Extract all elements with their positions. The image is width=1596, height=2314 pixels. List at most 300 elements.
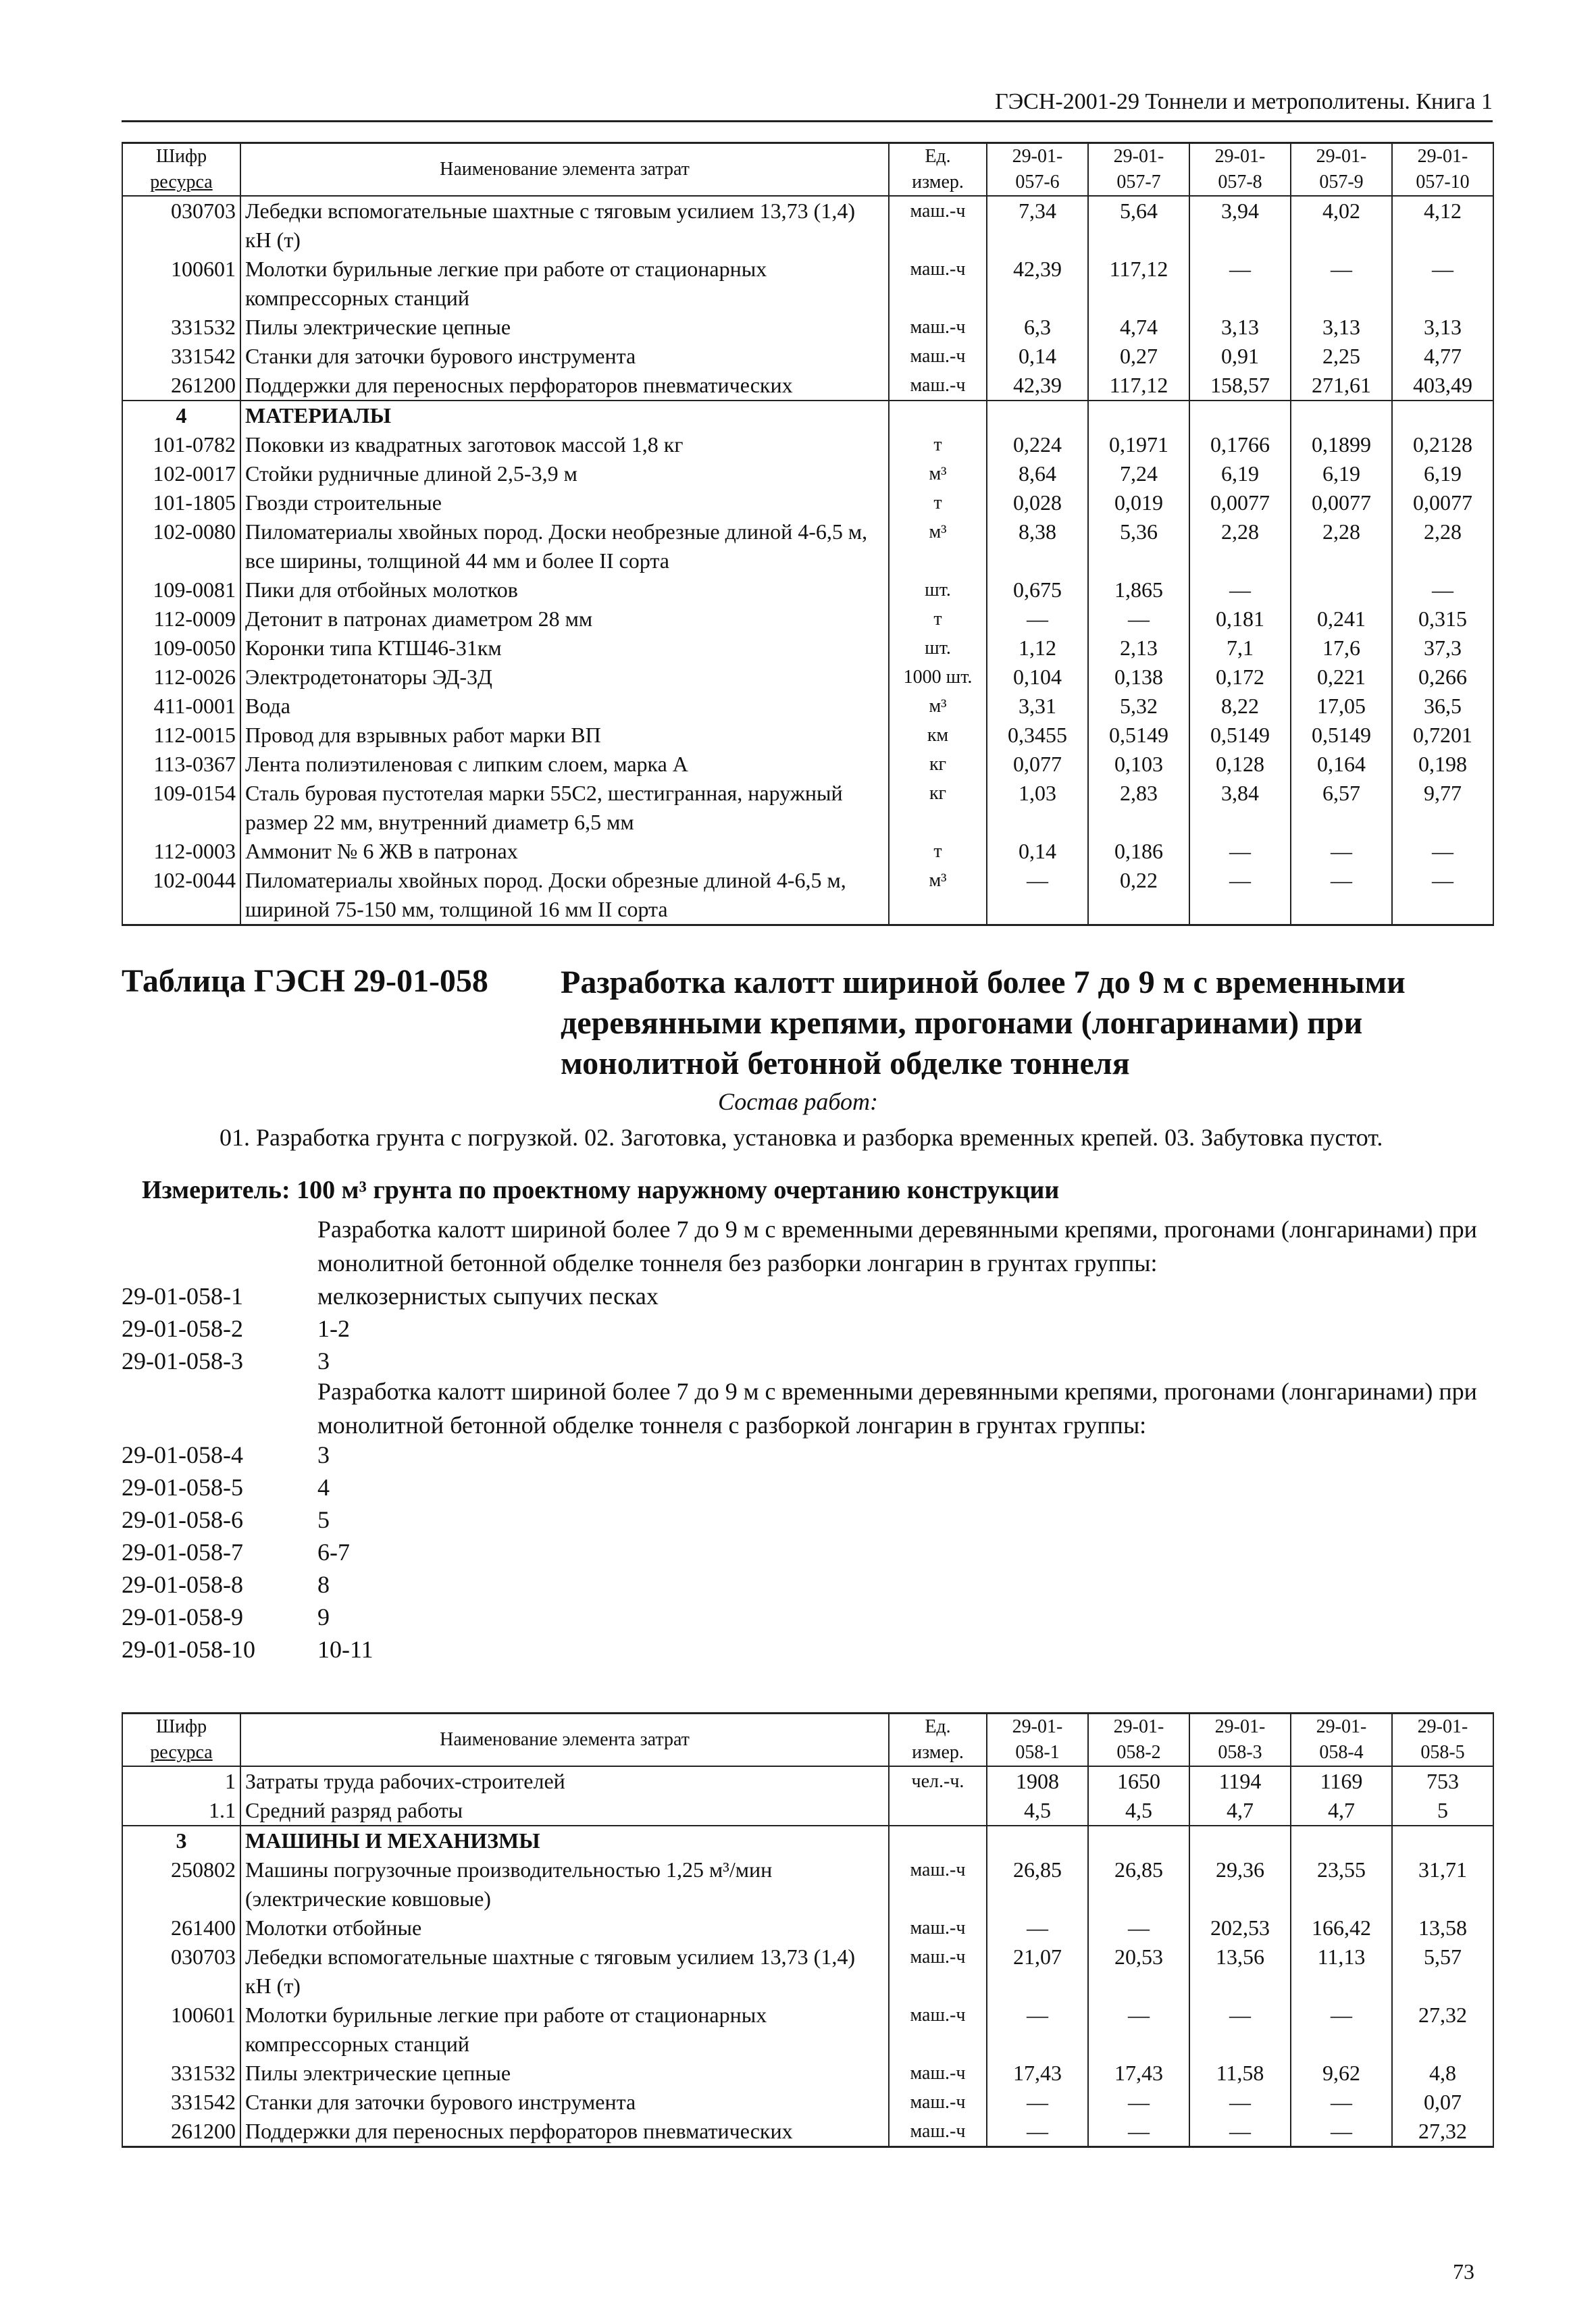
group1-code-list — [122, 1280, 659, 1377]
value-cell: 27,32 — [1392, 2001, 1493, 2059]
value-cell: 21,07 — [987, 1943, 1088, 2001]
value-cell: 5,64 — [1088, 196, 1189, 255]
norm-code: 29-01-058-6 — [122, 1506, 243, 1533]
value-cell: 42,39 — [987, 371, 1088, 401]
value-cell: 27,32 — [1392, 2117, 1493, 2147]
norm-code-row — [122, 1633, 374, 1666]
value-cell: 2,83 — [1088, 779, 1189, 837]
section-row — [122, 1826, 1493, 1855]
empty-cell — [1392, 401, 1493, 430]
table-row — [122, 255, 1493, 313]
resource-code: 331542 — [122, 2088, 240, 2117]
resource-name: Молотки бурильные легкие при работе от стационарных компрессорных станций — [240, 2001, 889, 2059]
norm-code-row — [122, 1439, 374, 1471]
column-header-code: Шифр ресурса — [122, 143, 240, 197]
value-cell: 0,104 — [987, 663, 1088, 692]
group2-code-list — [122, 1439, 374, 1666]
table-row — [122, 1855, 1493, 1913]
value-cell: 0,5149 — [1088, 721, 1189, 750]
value-cell: 11,13 — [1291, 1943, 1392, 2001]
table-row — [122, 1796, 1493, 1826]
table-row — [122, 663, 1493, 692]
unit-cell: маш.-ч — [889, 196, 987, 255]
unit-cell: чел.-ч. — [889, 1766, 987, 1796]
resource-code: 100601 — [122, 2001, 240, 2059]
value-cell: 4,02 — [1291, 196, 1392, 255]
resource-code: 1.1 — [122, 1796, 240, 1826]
section-title: МАТЕРИАЛЫ — [240, 401, 889, 430]
value-cell: 0,181 — [1189, 605, 1291, 634]
unit-cell: м³ — [889, 459, 987, 488]
value-cell: 11,58 — [1189, 2059, 1291, 2088]
value-cell: 0,221 — [1291, 663, 1392, 692]
value-cell: 3,13 — [1392, 313, 1493, 342]
resource-name: Поковки из квадратных заготовок массой 1,8 кг — [240, 430, 889, 459]
resource-name: Стойки рудничные длиной 2,5-3,9 м — [240, 459, 889, 488]
norm-code: 29-01-058-5 — [122, 1474, 243, 1501]
table-row — [122, 1913, 1493, 1943]
resource-name: Детонит в патронах диаметром 28 мм — [240, 605, 889, 634]
resource-name: Поддержки для переносных перфораторов пневматических — [240, 2117, 889, 2147]
norm-code: 29-01-058-4 — [122, 1441, 243, 1468]
resource-name: Лебедки вспомогательные шахтные с тяговым усилием 13,73 (1,4) кН (т) — [240, 1943, 889, 2001]
value-cell: 117,12 — [1088, 371, 1189, 401]
column-header-norm: 29-01- 058-1 — [987, 1714, 1088, 1767]
value-cell: 17,6 — [1291, 634, 1392, 663]
value-cell: — — [1291, 2088, 1392, 2117]
norm-label: 9 — [317, 1603, 330, 1630]
value-cell: 0,14 — [987, 342, 1088, 371]
resource-code: 112-0015 — [122, 721, 240, 750]
table-row — [122, 2117, 1493, 2147]
value-cell: 0,07 — [1392, 2088, 1493, 2117]
column-header-unit: Ед. измер. — [889, 143, 987, 197]
norm-code: 29-01-058-1 — [122, 1283, 243, 1310]
norm-label: 8 — [317, 1571, 330, 1598]
table-row — [122, 721, 1493, 750]
value-cell: 2,28 — [1189, 517, 1291, 575]
value-cell: 4,5 — [1088, 1796, 1189, 1826]
composition-caption: Состав работ: — [718, 1088, 878, 1115]
value-cell: 0,5149 — [1291, 721, 1392, 750]
value-cell: — — [1392, 866, 1493, 925]
value-cell: 7,34 — [987, 196, 1088, 255]
unit-cell: маш.-ч — [889, 2059, 987, 2088]
section-title: МАШИНЫ И МЕХАНИЗМЫ — [240, 1826, 889, 1855]
value-cell: 36,5 — [1392, 692, 1493, 721]
table-row — [122, 313, 1493, 342]
column-header-name: Наименование элемента затрат — [240, 143, 889, 197]
resource-name: Провод для взрывных работ марки ВП — [240, 721, 889, 750]
value-cell: — — [1189, 2001, 1291, 2059]
table-row — [122, 342, 1493, 371]
value-cell: 1908 — [987, 1766, 1088, 1796]
value-cell: 7,1 — [1189, 634, 1291, 663]
value-cell: 0,128 — [1189, 750, 1291, 779]
norm-code-row — [122, 1312, 659, 1345]
value-cell: — — [1088, 2088, 1189, 2117]
unit-cell: маш.-ч — [889, 2001, 987, 2059]
value-cell: — — [1189, 575, 1291, 605]
resources-table-1 — [122, 142, 1494, 926]
table-row — [122, 750, 1493, 779]
resource-name: Сталь буровая пустотелая марки 55С2, шестигранная, наружный размер 22 мм, внутренний диаметр 6,5 мм — [240, 779, 889, 837]
resource-name: Пики для отбойных молотков — [240, 575, 889, 605]
resource-name: Коронки типа КТШ46-31км — [240, 634, 889, 663]
value-cell: 6,19 — [1392, 459, 1493, 488]
value-cell: 2,28 — [1291, 517, 1392, 575]
resource-code: 261400 — [122, 1913, 240, 1943]
resource-code: 261200 — [122, 2117, 240, 2147]
table-row — [122, 866, 1493, 925]
table-row — [122, 517, 1493, 575]
unit-cell: 1000 шт. — [889, 663, 987, 692]
resource-name: Молотки бурильные легкие при работе от стационарных компрессорных станций — [240, 255, 889, 313]
resource-code: 261200 — [122, 371, 240, 401]
unit-cell: маш.-ч — [889, 342, 987, 371]
value-cell: 0,172 — [1189, 663, 1291, 692]
resource-name: Поддержки для переносных перфораторов пневматических — [240, 371, 889, 401]
table-row — [122, 837, 1493, 866]
unit-cell: кг — [889, 750, 987, 779]
value-cell: 3,13 — [1291, 313, 1392, 342]
value-cell: 37,3 — [1392, 634, 1493, 663]
value-cell: — — [987, 1913, 1088, 1943]
resource-code: 4 — [122, 401, 240, 430]
resource-code: 250802 — [122, 1855, 240, 1913]
value-cell: 42,39 — [987, 255, 1088, 313]
unit-cell: маш.-ч — [889, 371, 987, 401]
column-header-norm: 29-01- 057-10 — [1392, 143, 1493, 197]
value-cell: 0,019 — [1088, 488, 1189, 517]
norm-code: 29-01-058-10 — [122, 1636, 255, 1663]
value-cell: 0,186 — [1088, 837, 1189, 866]
page-header: ГЭСН-2001-29 Тоннели и метрополитены. Книга 1 — [122, 89, 1493, 122]
unit-cell: т — [889, 430, 987, 459]
column-header-norm: 29-01- 058-2 — [1088, 1714, 1189, 1767]
resource-code: 331532 — [122, 2059, 240, 2088]
value-cell: 6,57 — [1291, 779, 1392, 837]
table-row — [122, 2059, 1493, 2088]
empty-cell — [889, 1826, 987, 1855]
norm-label: 10-11 — [317, 1636, 374, 1663]
value-cell: — — [987, 866, 1088, 925]
unit-cell: м³ — [889, 517, 987, 575]
resource-code: 411-0001 — [122, 692, 240, 721]
resource-code: 112-0003 — [122, 837, 240, 866]
value-cell: 1650 — [1088, 1766, 1189, 1796]
value-cell: — — [1392, 575, 1493, 605]
resource-code: 331542 — [122, 342, 240, 371]
value-cell: 0,0077 — [1291, 488, 1392, 517]
norm-label: 6-7 — [317, 1539, 350, 1566]
norm-code: 29-01-058-7 — [122, 1539, 243, 1566]
page-number: 73 — [1453, 2259, 1474, 2284]
unit-cell: маш.-ч — [889, 1913, 987, 1943]
table-row — [122, 2088, 1493, 2117]
resource-name: Пиломатериалы хвойных пород. Доски необрезные длиной 4-6,5 м, все ширины, толщиной 44 мм и более II сорта — [240, 517, 889, 575]
unit-cell: шт. — [889, 634, 987, 663]
resource-code: 102-0080 — [122, 517, 240, 575]
value-cell: 0,7201 — [1392, 721, 1493, 750]
value-cell: 753 — [1392, 1766, 1493, 1796]
value-cell: — — [1291, 255, 1392, 313]
table-label: Таблица ГЭСН 29-01-058 — [122, 963, 488, 999]
value-cell: 1,12 — [987, 634, 1088, 663]
unit-cell: шт. — [889, 575, 987, 605]
norm-code-row — [122, 1503, 374, 1536]
value-cell: 0,224 — [987, 430, 1088, 459]
value-cell: 117,12 — [1088, 255, 1189, 313]
resources-table-2 — [122, 1712, 1494, 2148]
value-cell: 6,3 — [987, 313, 1088, 342]
unit-cell: маш.-ч — [889, 2088, 987, 2117]
composition-text: 01. Разработка грунта с погрузкой. 02. Заготовка, установка и разборка временных крепей. 03. Забутовка пустот. — [220, 1124, 1383, 1151]
unit-cell: маш.-ч — [889, 313, 987, 342]
value-cell: 8,22 — [1189, 692, 1291, 721]
value-cell: 0,1971 — [1088, 430, 1189, 459]
unit-cell: м³ — [889, 692, 987, 721]
resource-name: Станки для заточки бурового инструмента — [240, 2088, 889, 2117]
resource-code: 030703 — [122, 1943, 240, 2001]
column-header-norm: 29-01- 057-6 — [987, 143, 1088, 197]
resource-name: Машины погрузочные производительностью 1,25 м³/мин (электрические ковшовые) — [240, 1855, 889, 1913]
value-cell — [1291, 575, 1392, 605]
table-row — [122, 634, 1493, 663]
value-cell: 158,57 — [1189, 371, 1291, 401]
norm-label: 3 — [317, 1347, 330, 1374]
value-cell: 5,32 — [1088, 692, 1189, 721]
value-cell: 5 — [1392, 1796, 1493, 1826]
value-cell: — — [1291, 2001, 1392, 2059]
value-cell: — — [1088, 1913, 1189, 1943]
value-cell: 4,7 — [1291, 1796, 1392, 1826]
value-cell: 5,57 — [1392, 1943, 1493, 2001]
table-row — [122, 605, 1493, 634]
value-cell: 4,12 — [1392, 196, 1493, 255]
value-cell: 9,62 — [1291, 2059, 1392, 2088]
value-cell: 0,164 — [1291, 750, 1392, 779]
table-title: Разработка калотт шириной более 7 до 9 м с временными деревянными крепями, прогонами (лонгаринами) при монолитной бетонной обделке тоннеля — [561, 965, 1406, 1081]
value-cell: 0,028 — [987, 488, 1088, 517]
value-cell: 4,8 — [1392, 2059, 1493, 2088]
norm-code-row — [122, 1568, 374, 1601]
empty-cell — [1291, 1826, 1392, 1855]
value-cell: 0,198 — [1392, 750, 1493, 779]
resource-code: 102-0044 — [122, 866, 240, 925]
unit-cell: км — [889, 721, 987, 750]
value-cell: 8,38 — [987, 517, 1088, 575]
norm-label: 4 — [317, 1474, 330, 1501]
column-header-norm: 29-01- 057-7 — [1088, 143, 1189, 197]
value-cell: 0,675 — [987, 575, 1088, 605]
value-cell: 1,865 — [1088, 575, 1189, 605]
value-cell: 403,49 — [1392, 371, 1493, 401]
value-cell: — — [1088, 2001, 1189, 2059]
value-cell: 13,56 — [1189, 1943, 1291, 2001]
value-cell: — — [987, 2001, 1088, 2059]
value-cell: 4,74 — [1088, 313, 1189, 342]
resource-code: 109-0081 — [122, 575, 240, 605]
value-cell: 31,71 — [1392, 1855, 1493, 1913]
value-cell: 0,077 — [987, 750, 1088, 779]
value-cell: 6,19 — [1189, 459, 1291, 488]
value-cell: 3,84 — [1189, 779, 1291, 837]
resource-name: Пилы электрические цепные — [240, 2059, 889, 2088]
column-header-norm: 29-01- 058-5 — [1392, 1714, 1493, 1767]
column-header-norm: 29-01- 057-9 — [1291, 143, 1392, 197]
empty-cell — [1088, 401, 1189, 430]
resource-name: Пилы электрические цепные — [240, 313, 889, 342]
value-cell: 20,53 — [1088, 1943, 1189, 2001]
resource-code: 101-0782 — [122, 430, 240, 459]
resource-code: 109-0154 — [122, 779, 240, 837]
unit-cell: т — [889, 837, 987, 866]
norm-label: 1-2 — [317, 1315, 350, 1342]
value-cell: — — [987, 2117, 1088, 2147]
value-cell: 0,0077 — [1392, 488, 1493, 517]
column-header-unit: Ед. измер. — [889, 1714, 987, 1767]
empty-cell — [1392, 1826, 1493, 1855]
table-row — [122, 692, 1493, 721]
value-cell: 0,0077 — [1189, 488, 1291, 517]
resource-code: 100601 — [122, 255, 240, 313]
empty-cell — [1291, 401, 1392, 430]
value-cell: — — [1189, 255, 1291, 313]
resource-code: 112-0026 — [122, 663, 240, 692]
empty-cell — [889, 401, 987, 430]
value-cell: 0,3455 — [987, 721, 1088, 750]
value-cell: 26,85 — [987, 1855, 1088, 1913]
value-cell: 17,43 — [987, 2059, 1088, 2088]
resource-name: Лебедки вспомогательные шахтные с тяговым усилием 13,73 (1,4) кН (т) — [240, 196, 889, 255]
table-row — [122, 575, 1493, 605]
value-cell: 0,91 — [1189, 342, 1291, 371]
value-cell: 0,2128 — [1392, 430, 1493, 459]
unit-cell: т — [889, 488, 987, 517]
column-header-norm: 29-01- 058-3 — [1189, 1714, 1291, 1767]
resource-code: 331532 — [122, 313, 240, 342]
value-cell: 26,85 — [1088, 1855, 1189, 1913]
value-cell: — — [1392, 837, 1493, 866]
value-cell: — — [987, 2088, 1088, 2117]
resource-code: 102-0017 — [122, 459, 240, 488]
value-cell: 23,55 — [1291, 1855, 1392, 1913]
resource-name: Вода — [240, 692, 889, 721]
value-cell: 166,42 — [1291, 1913, 1392, 1943]
value-cell: 5,36 — [1088, 517, 1189, 575]
resource-name: Станки для заточки бурового инструмента — [240, 342, 889, 371]
norm-code-row — [122, 1471, 374, 1503]
value-cell: 0,14 — [987, 837, 1088, 866]
norm-code: 29-01-058-2 — [122, 1315, 243, 1342]
resource-code: 109-0050 — [122, 634, 240, 663]
norm-code-row — [122, 1345, 659, 1377]
unit-cell: т — [889, 605, 987, 634]
table-row — [122, 430, 1493, 459]
value-cell: 0,1899 — [1291, 430, 1392, 459]
resource-name: Средний разряд работы — [240, 1796, 889, 1826]
norm-code: 29-01-058-8 — [122, 1571, 243, 1598]
value-cell: — — [1189, 2088, 1291, 2117]
value-cell: — — [1291, 837, 1392, 866]
norm-code-row — [122, 1536, 374, 1568]
table-row — [122, 196, 1493, 255]
table-row — [122, 488, 1493, 517]
value-cell: 3,31 — [987, 692, 1088, 721]
resource-name: Затраты труда рабочих-строителей — [240, 1766, 889, 1796]
value-cell: — — [1392, 255, 1493, 313]
norm-label: 3 — [317, 1441, 330, 1468]
unit-cell — [889, 1796, 987, 1826]
resource-code: 101-1805 — [122, 488, 240, 517]
value-cell: 2,28 — [1392, 517, 1493, 575]
unit-cell: кг — [889, 779, 987, 837]
value-cell: 0,138 — [1088, 663, 1189, 692]
table-row — [122, 371, 1493, 401]
empty-cell — [987, 1826, 1088, 1855]
value-cell: 17,05 — [1291, 692, 1392, 721]
table-row — [122, 2001, 1493, 2059]
resource-code: 030703 — [122, 196, 240, 255]
value-cell: 17,43 — [1088, 2059, 1189, 2088]
value-cell: — — [1088, 605, 1189, 634]
resource-name: Молотки отбойные — [240, 1913, 889, 1943]
value-cell: 6,19 — [1291, 459, 1392, 488]
value-cell: — — [1291, 866, 1392, 925]
norm-code: 29-01-058-3 — [122, 1347, 243, 1374]
resource-name: Аммонит № 6 ЖВ в патронах — [240, 837, 889, 866]
value-cell: — — [1189, 866, 1291, 925]
column-header-code: Шифр ресурса — [122, 1714, 240, 1767]
empty-cell — [1189, 1826, 1291, 1855]
value-cell: 29,36 — [1189, 1855, 1291, 1913]
unit-cell: маш.-ч — [889, 2117, 987, 2147]
value-cell: 4,77 — [1392, 342, 1493, 371]
empty-cell — [1189, 401, 1291, 430]
value-cell: — — [1189, 837, 1291, 866]
empty-cell — [987, 401, 1088, 430]
column-header-name: Наименование элемента затрат — [240, 1714, 889, 1767]
value-cell: — — [1291, 2117, 1392, 2147]
value-cell: 9,77 — [1392, 779, 1493, 837]
table-row — [122, 1766, 1493, 1796]
resource-name: Лента полиэтиленовая с липким слоем, марка А — [240, 750, 889, 779]
table-row — [122, 1943, 1493, 2001]
column-header-norm: 29-01- 058-4 — [1291, 1714, 1392, 1767]
unit-cell: маш.-ч — [889, 1943, 987, 2001]
value-cell: — — [1189, 2117, 1291, 2147]
table-row — [122, 779, 1493, 837]
value-cell: 202,53 — [1189, 1913, 1291, 1943]
value-cell: 0,315 — [1392, 605, 1493, 634]
value-cell: — — [987, 605, 1088, 634]
value-cell: 2,13 — [1088, 634, 1189, 663]
resource-code: 1 — [122, 1766, 240, 1796]
empty-cell — [1088, 1826, 1189, 1855]
value-cell: 271,61 — [1291, 371, 1392, 401]
resource-code: 113-0367 — [122, 750, 240, 779]
group2-description: Разработка калотт шириной более 7 до 9 м с временными деревянными крепями, прогонами (лонгаринами) при монолитной бетонной обделке тоннеля с разборкой лонгарин в грунтах группы: — [317, 1378, 1477, 1439]
unit-cell: маш.-ч — [889, 1855, 987, 1913]
norm-code-row — [122, 1601, 374, 1633]
value-cell: 0,1766 — [1189, 430, 1291, 459]
value-cell: 0,103 — [1088, 750, 1189, 779]
norm-label: 5 — [317, 1506, 330, 1533]
value-cell: 7,24 — [1088, 459, 1189, 488]
value-cell: 0,241 — [1291, 605, 1392, 634]
value-cell: 1,03 — [987, 779, 1088, 837]
